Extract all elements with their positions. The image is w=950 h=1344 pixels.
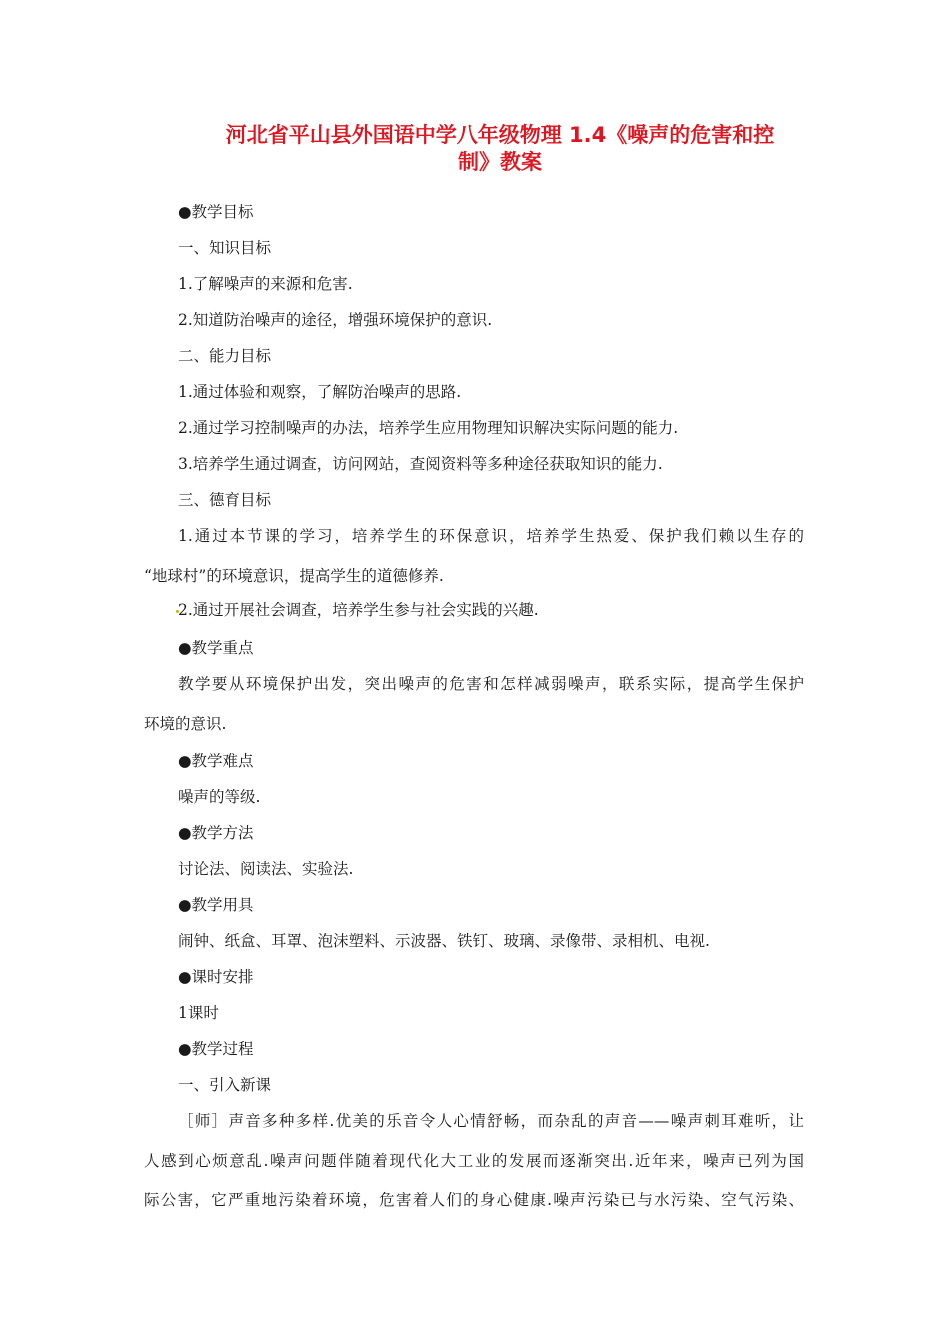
paragraph-line: “地球村”的环境意识，提高学生的道德修养. bbox=[144, 567, 444, 585]
title-line-1: 河北省平山县外国语中学八年级物理 1.4《噪声的危害和控 bbox=[225, 123, 775, 147]
paragraph-line: 讨论法、阅读法、实验法. bbox=[178, 860, 354, 878]
paragraph-line: 1.通过本节课的学习，培养学生的环保意识，培养学生热爱、保护我们赖以生存的 bbox=[178, 527, 804, 545]
paragraph-line: 3.培养学生通过调查，访问网站，查阅资料等多种途径获取知识的能力. bbox=[178, 455, 663, 473]
paragraph-line: 2.通过学习控制噪声的办法，培养学生应用物理知识解决实际问题的能力. bbox=[178, 419, 679, 437]
heading-schedule: ●课时安排 bbox=[178, 968, 254, 986]
heading-key-points: ●教学重点 bbox=[178, 639, 254, 657]
paragraph-line: 教学要从环境保护出发，突出噪声的危害和怎样减弱噪声，联系实际，提高学生保护 bbox=[178, 675, 804, 693]
paragraph-line: 闹钟、纸盒、耳罩、泡沫塑料、示波器、铁钉、玻璃、录像带、录相机、电视. bbox=[178, 932, 710, 950]
paragraph-line: 际公害，它严重地污染着环境，危害着人们的身心健康.噪声污染已与水污染、空气污染、 bbox=[144, 1191, 804, 1209]
title-line-2: 制》教案 bbox=[458, 150, 542, 174]
paragraph-line: 人感到心烦意乱.噪声问题伴随着现代化大工业的发展而逐渐突出.近年来，噪声已列为国 bbox=[144, 1152, 804, 1170]
paragraph-line: 2.知道防治噪声的途径，增强环境保护的意识. bbox=[178, 311, 493, 329]
heading-teaching-goals: ●教学目标 bbox=[178, 203, 254, 221]
heading-moral-goals: 三、德育目标 bbox=[178, 491, 272, 509]
heading-difficulties: ●教学难点 bbox=[178, 752, 254, 770]
paragraph-line: ［师］声音多种多样.优美的乐音令人心情舒畅，而杂乱的声音——噪声刺耳难听，让 bbox=[178, 1112, 804, 1130]
document-title bbox=[200, 122, 800, 176]
heading-process: ●教学过程 bbox=[178, 1040, 254, 1058]
heading-ability-goals: 二、能力目标 bbox=[178, 347, 272, 365]
paragraph-line: 环境的意识. bbox=[144, 715, 227, 733]
heading-tools: ●教学用具 bbox=[178, 896, 254, 914]
paragraph-line: 噪声的等级. bbox=[178, 788, 261, 806]
heading-knowledge-goals: 一、知识目标 bbox=[178, 239, 272, 257]
paragraph-line: 1.了解噪声的来源和危害. bbox=[178, 275, 353, 293]
paragraph-line: 2.通过开展社会调查，培养学生参与社会实践的兴趣. bbox=[178, 601, 539, 619]
heading-methods: ●教学方法 bbox=[178, 824, 254, 842]
paragraph-line: 1课时 bbox=[178, 1004, 219, 1022]
heading-introduction: 一、引入新课 bbox=[178, 1076, 272, 1094]
paragraph-line: 1.通过体验和观察，了解防治噪声的思路. bbox=[178, 383, 462, 401]
